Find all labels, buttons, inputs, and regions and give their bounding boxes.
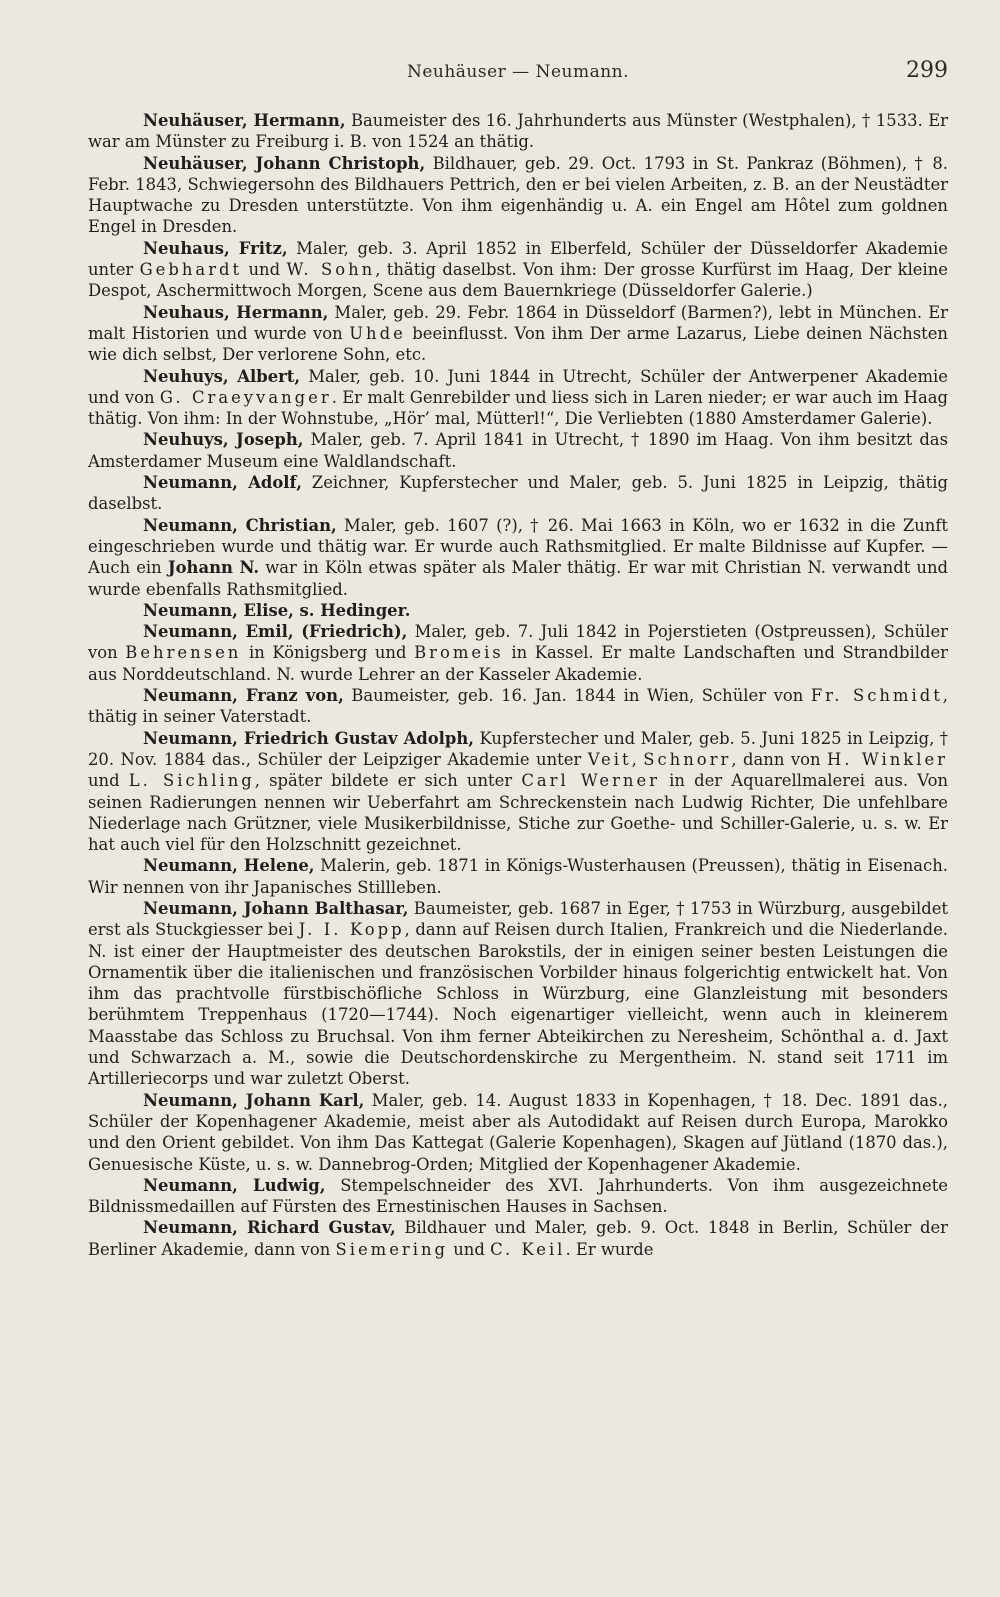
entry-text: Baumeister des 16. Jahrhunderts aus Münster (Westphalen), † 1533. Er war am Münster zu Freiburg i. B. von 1524 an thätig. — [88, 111, 948, 152]
entry — [88, 302, 948, 366]
entry-text: in der Aquarellmalerei aus. Von seinen Radierungen nennen wir Ueberfahrt am Schreckenstein nach Ludwig Richter, Die unfehlbare Niederlage nach Grützner, viele Musikerbildnisse, Stiche zur Goethe- und Schiller-Galerie, u. s. w. Er hat auch viel für den Holzschnitt gezeichnet. — [88, 771, 949, 855]
entry-text: in Königsberg und — [241, 643, 415, 663]
spaced-name: Siemering — [335, 1239, 449, 1259]
running-title: Neuhäuser — Neumann. — [406, 62, 630, 82]
entry-headword: Neumann, Friedrich Gustav Adolph, — [143, 728, 474, 748]
entry-text: in Kassel. Er malte Landschaften und Strandbilder aus Norddeutschland. N. wurde Lehrer an der Kasseler Akademie. — [88, 643, 948, 684]
entry — [88, 1090, 948, 1175]
entry — [88, 685, 948, 728]
entry-text: Stempelschneider des XVI. Jahrhunderts. Von ihm ausgezeichnete Bildnissmedaillen auf Fürsten des Ernestinischen Hauses in Sachsen. — [88, 1175, 949, 1217]
entry-headword: Neumann, Helene, — [143, 856, 315, 876]
entry-text: und — [88, 771, 129, 791]
entry-text: , — [631, 749, 644, 769]
entry-text: beeinflusst. Von ihm Der arme Lazarus, Liebe deinen Nächsten wie dich selbst, Der verlorene Sohn, etc. — [88, 323, 948, 365]
entry-headword: Neumann, Ludwig, — [143, 1175, 326, 1195]
entry — [88, 855, 948, 898]
entry-headword: Neumann, Adolf, — [143, 473, 302, 493]
entry-headword: Neumann, Franz von, — [143, 686, 344, 706]
entry-text: Baumeister, geb. 1687 in Eger, † 1753 in Würzburg, ausgebildet erst als Stuckgiesser bei — [88, 898, 948, 940]
spaced-name: W. Sohn — [286, 260, 376, 280]
entry-headword: Neuhuys, Albert, — [143, 366, 301, 386]
entry — [88, 1175, 948, 1218]
spaced-name: J. I. Kopp — [298, 920, 405, 940]
entry-text: Maler, geb. 1607 (?), † 26. Mai 1663 in Köln, wo er 1632 in die Zunft eingeschrieben wurde und thätig war. Er wurde auch Rathsmitglied. Er malte Bildnisse auf Kupfer. — Auch ein — [88, 515, 949, 578]
entry-text: Kupferstecher und Maler, geb. 5. Juni 1825 in Leipzig, † 20. Nov. 1884 das., Schüler der Leipziger Akademie unter — [88, 728, 948, 769]
entry-text: Maler, geb. 14. August 1833 in Kopenhagen, † 18. Dec. 1891 das., Schüler der Kopenhagener Akademie, meist aber als Autodidakt auf Reisen durch Europa, Marokko und den Orient gebildet. Von ihm Das Kattegat (Galerie Kopenhagen), Skagen auf Jütland (1870 das.), Genuesische Küste, u. s. w. Dannebrog-Orden; Mitglied der Kopenhagener Akademie. — [88, 1090, 948, 1174]
entry — [88, 1217, 948, 1260]
spaced-name: Uhde — [349, 323, 406, 343]
entry-headword: Neuhäuser, Hermann, — [143, 111, 346, 130]
entry-text: . Er wurde — [565, 1239, 654, 1259]
entry — [88, 515, 948, 600]
entry-headword: Neumann, Elise, s. Hedinger. — [143, 600, 411, 620]
spaced-name: H. Winkler — [826, 749, 948, 769]
spaced-name: Bromeis — [414, 643, 504, 663]
entry — [88, 621, 948, 685]
entry-headword: Neuhaus, Fritz, — [143, 238, 288, 258]
entry-text: Bildhauer, geb. 29. Oct. 1793 in St. Pankraz (Böhmen), † 8. Febr. 1843, Schwiegersohn des Bildhauers Pettrich, den er bei vielen Arbeiten, z. B. an der Neustädter Hauptwache zu Dresden unterstützte. Von ihm eigenhändig u. A. ein Engel am Hôtel zum goldnen Engel in Dresden. — [88, 153, 948, 237]
entry-text: und — [448, 1239, 491, 1259]
entry-headword: Neumann, Richard Gustav, — [143, 1218, 396, 1238]
spaced-name: C. Keil — [490, 1239, 566, 1259]
entry-headword: Neuhaus, Hermann, — [143, 302, 329, 322]
entry-text: , dann von — [731, 749, 827, 769]
entry — [88, 898, 948, 1090]
entry — [88, 429, 948, 472]
entry — [88, 238, 948, 302]
spaced-name: Carl Werner — [521, 771, 660, 791]
entry-headword: Neuhuys, Joseph, — [143, 430, 304, 450]
entry-text: Maler, geb. 29. Febr. 1864 in Düsseldorf (Barmen?), lebt in München. Er malt Historien und wurde von — [88, 302, 948, 343]
entry-text: Zeichner, Kupferstecher und Maler, geb. 5. Juni 1825 in Leipzig, thätig daselbst. — [88, 473, 948, 514]
entry — [88, 600, 948, 621]
spaced-name: Schnorr — [643, 749, 732, 769]
entry-headword: Neumann, Christian, — [143, 515, 337, 535]
entry-text: Maler, geb. 7. April 1841 in Utrecht, † 1890 im Haag. Von ihm besitzt das Amsterdamer Museum eine Waldlandschaft. — [88, 430, 948, 471]
dictionary-entries — [88, 110, 948, 1260]
spaced-name: Behrensen — [125, 643, 242, 663]
bold-name: Johann N. — [167, 558, 260, 578]
entry-text: Malerin, geb. 1871 in Königs-Wusterhausen (Preussen), thätig in Eisenach. Wir nennen von ihr Japanisches Stillleben. — [88, 856, 948, 897]
spaced-name: Veit — [587, 749, 632, 769]
entry-text: und — [242, 260, 287, 280]
entry — [88, 472, 948, 515]
entry-headword: Neumann, Johann Balthasar, — [143, 898, 409, 918]
entry — [88, 153, 948, 238]
entry-text: Maler, geb. 7. Juli 1842 in Pojerstieten (Ostpreussen), Schüler von — [88, 622, 948, 663]
spaced-name: Fr. Schmidt — [810, 686, 943, 706]
entry — [88, 110, 948, 153]
entry-text: , später bildete er sich unter — [254, 771, 522, 791]
entry-text: war in Köln etwas später als Maler thätig. Er war mit Christian N. verwandt und wurde ebenfalls Rathsmitglied. — [88, 558, 949, 599]
spaced-name: L. Sichling — [128, 771, 255, 791]
entry — [88, 366, 948, 430]
page-number: 299 — [906, 58, 948, 83]
entry — [88, 728, 948, 856]
entry-text: Maler, geb. 3. April 1852 in Elberfeld, Schüler der Düsseldorfer Akademie unter — [88, 238, 948, 280]
entry-headword: Neumann, Johann Karl, — [143, 1090, 365, 1110]
entry-text: , dann auf Reisen durch Italien, Frankreich und die Niederlande. N. ist einer der Hauptmeister des deutschen Barokstils, der in einigen seiner besten Leistungen die Ornamentik über die italienischen und französischen Vorbilder hinaus folgerichtig entwickelt hat. Von ihm das prachtvolle fürstbischöfliche Schloss in Würzburg, eine Glanzleistung mit besonders berühmtem Treppenhaus (1720—1744). Noch eigenartiger vielleicht, wenn auch in kleinerem Maasstabe das Schloss zu Bruchsal. Von ihm ferner Abteikirchen zu Neresheim, Schönthal a. d. Jaxt und Schwarzach a. M., sowie die Deutschordenskirche zu Mergentheim. N. stand seit 1711 im Artilleriecorps und war zuletzt Oberst. — [88, 920, 949, 1089]
entry-text: Bildhauer und Maler, geb. 9. Oct. 1848 in Berlin, Schüler der Berliner Akademie, dann von — [88, 1218, 948, 1259]
spaced-name: Gebhardt — [139, 260, 243, 280]
entry-headword: Neumann, Emil, (Friedrich), — [143, 622, 408, 642]
entry-text: , thätig daselbst. Von ihm: Der grosse Kurfürst im Haag, Der kleine Despot, Aschermittwoch Morgen, Scene aus dem Bauernkriege (Düsseldorfer Galerie.) — [88, 260, 949, 301]
entry-text: Baumeister, geb. 16. Jan. 1844 in Wien, Schüler von — [343, 686, 811, 706]
entry-headword: Neuhäuser, Johann Christoph, — [143, 153, 426, 173]
entry-text: Maler, geb. 10. Juni 1844 in Utrecht, Schüler der Antwerpener Akademie und von — [88, 366, 948, 407]
entry-text: , thätig in seiner Vaterstadt. — [88, 686, 949, 727]
spaced-name: G. Craeyvanger — [159, 387, 332, 407]
entry-text: . Er malt Genrebilder und liess sich in Laren nieder; er war auch im Haag thätig. Von ihm: In der Wohnstube, „Hör’ mal, Mütterl!“, Die Verliebten (1880 Amsterdamer Galerie). — [88, 387, 949, 429]
running-head — [88, 58, 948, 92]
